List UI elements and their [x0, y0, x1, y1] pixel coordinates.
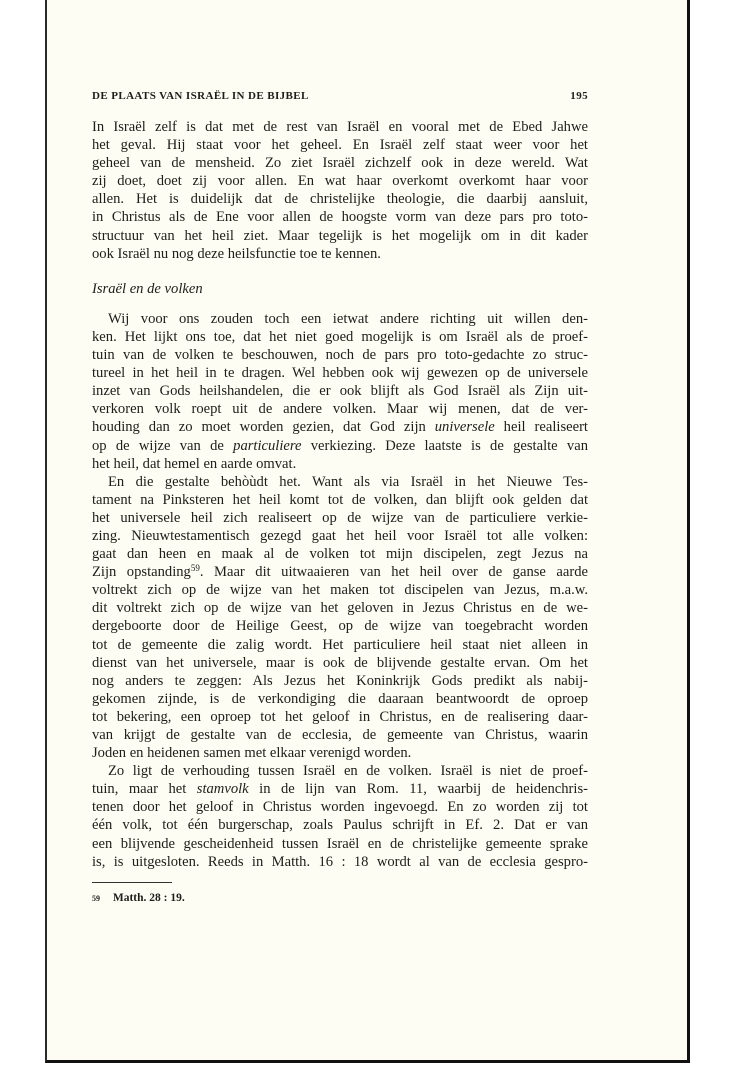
- text-line: [92, 708, 588, 726]
- running-head-title: DE PLAATS VAN ISRAËL IN DE BIJBEL: [92, 90, 309, 102]
- text-segment: gekomen zijnde, is de verkondiging die daaraan beantwoordt de oproep: [92, 690, 588, 707]
- text-segment: verkoren volk roept uit de andere volken. Maar wij menen, dat de ver-: [92, 401, 588, 418]
- footnote-text: Matth. 28 : 19.: [112, 891, 185, 904]
- text-line: [92, 118, 588, 136]
- text-line: [92, 563, 588, 581]
- text-segment: dit voltrekt zich op de wijze van het geloven in Jezus Christus en de we-: [92, 600, 588, 617]
- paragraph: [92, 762, 588, 871]
- text-line: [92, 599, 588, 617]
- text-line: [92, 455, 588, 473]
- text-segment: tot bekering, een oproep tot het geloof in Christus, en de realisering daar-: [92, 708, 588, 725]
- text-segment: het geval. Hij staat voor het geheel. En Israël zelf staat weer voor het: [92, 137, 588, 154]
- text-segment: één volk, tot één burgerschap, zoals Paulus schrijft in Ef. 2. Dat er van: [92, 817, 588, 834]
- text-line: [92, 816, 588, 834]
- text-line: [92, 190, 588, 208]
- text-line: [92, 491, 588, 509]
- text-segment: En die gestalte behòùdt het. Want als via Israël in het Nieuwe Tes-: [108, 473, 588, 490]
- text-segment: Zo ligt de verhouding tussen Israël en de volken. Israël is niet de proef-: [108, 763, 588, 780]
- text-segment: tureel in het heil in te dragen. Wel hebben ook wij gewezen op de universele: [92, 365, 588, 382]
- italic-term: universele: [434, 419, 495, 436]
- text-line: [92, 780, 588, 798]
- text-segment: houding dan zo moet worden gezien, dat God zijn: [92, 419, 435, 436]
- body-text: [92, 118, 588, 908]
- text-line: [92, 473, 588, 491]
- text-line: [92, 654, 588, 672]
- text-segment: een blijvende gescheidenheid tussen Israël en de christelijke gemeente sprake: [92, 835, 588, 852]
- text-line: [92, 245, 588, 263]
- text-line: [92, 853, 588, 871]
- text-line: [92, 310, 588, 328]
- text-segment: tuin, maar het: [92, 781, 197, 798]
- text-line: [92, 744, 588, 762]
- footnote-divider: [92, 882, 172, 883]
- text-segment: is, is uitgesloten. Reeds in Matth. 16 : 18 wordt al van de ecclesia gespro-: [92, 853, 588, 870]
- paragraph: [92, 118, 588, 263]
- text-line: [92, 617, 588, 635]
- text-segment: zij doet, doet zij voor allen. En wat haar overkomt overkomt haar voor: [92, 173, 588, 190]
- paragraph: [92, 473, 588, 763]
- text-segment: . Maar dit uitwaaieren van het heil over de ganse aarde: [199, 564, 588, 581]
- paragraph: [92, 310, 588, 473]
- text-segment: dergeboorte door de Heilige Geest, op de wijze van toegebracht worden: [92, 618, 588, 635]
- text-line: [92, 400, 588, 418]
- section-heading: Israël en de volken: [92, 280, 203, 297]
- text-segment: het universele heil zich realiseert op de wijze van de particuliere verkie-: [92, 509, 588, 526]
- text-segment: ook Israël nu nog deze heilsfunctie toe te kennen.: [92, 245, 381, 262]
- text-segment: structuur van het heil ziet. Maar tegelijk is het mogelijk om in dit kader: [92, 227, 588, 244]
- italic-term: stamvolk: [196, 781, 249, 798]
- text-segment: heil realiseert: [494, 419, 588, 436]
- text-segment: tenen door het geloof in Christus worden ingevoegd. En zo worden zij tot: [92, 799, 588, 816]
- text-line: [92, 328, 588, 346]
- text-segment: tament na Pinksteren het heil komt tot de volken, dan blijft ook gelden dat: [92, 491, 588, 508]
- text-line: [92, 509, 588, 527]
- footnote: [92, 889, 588, 908]
- text-line: [92, 154, 588, 172]
- text-line: [92, 581, 588, 599]
- text-segment: in Christus als de Ene voor allen de hoogste vorm van deze pars pro toto-: [92, 209, 588, 226]
- text-segment: voltrekt zich op de wijze van het maken tot discipelen van Jezus, m.a.w.: [92, 582, 588, 599]
- text-segment: inzet van Gods heilshandelen, die er ook blijft als God Israël als Zijn uit-: [92, 383, 588, 400]
- text-line: [92, 798, 588, 816]
- text-segment: gaat dan heen en maak al de volken tot mijn discipelen, zegt Jezus na: [92, 546, 588, 563]
- text-segment: dienst van het universele, maar is ook de blijvende gestalte ervan. Om het: [92, 654, 588, 671]
- italic-term: particuliere: [233, 437, 302, 454]
- text-line: [92, 835, 588, 853]
- text-line: [92, 726, 588, 744]
- text-line: [92, 227, 588, 245]
- footnote-number: 59: [92, 893, 100, 903]
- text-segment: het heil, dat hemel en aarde omvat.: [92, 455, 297, 472]
- text-line: [92, 136, 588, 154]
- text-line: [92, 545, 588, 563]
- text-line: [92, 672, 588, 690]
- running-head: [92, 90, 588, 102]
- text-segment: zing. Nieuwtestamentisch gezegd gaat het heil voor Israël tot alle volken:: [92, 527, 588, 544]
- text-segment: tot de gemeente die zalig wordt. Het particuliere heil staat niet alleen in: [92, 636, 588, 653]
- text-line: [92, 418, 588, 436]
- text-line: [92, 636, 588, 654]
- text-line: [92, 762, 588, 780]
- text-segment: ken. Het lijkt ons toe, dat het niet goed mogelijk is om Israël als de proef-: [92, 328, 588, 345]
- text-line: [92, 172, 588, 190]
- text-line: [92, 346, 588, 364]
- text-segment: nog anders te zeggen: Als Jezus het Koninkrijk Gods predikt als nabij-: [92, 672, 588, 689]
- text-line: [92, 690, 588, 708]
- text-segment: Joden en heidenen samen met elkaar verenigd worden.: [92, 745, 412, 762]
- text-segment: In Israël zelf is dat met de rest van Israël en vooral met de Ebed Jahwe: [92, 119, 588, 135]
- text-line: [92, 208, 588, 226]
- text-segment: in de lijn van Rom. 11, waarbij de heidenchris-: [248, 781, 589, 798]
- page-number: 195: [570, 90, 588, 102]
- text-segment: verkiezing. Deze laatste is de gestalte van: [301, 437, 588, 454]
- text-line: [92, 382, 588, 400]
- text-segment: Zijn opstanding: [92, 564, 191, 581]
- text-segment: op de wijze van de: [92, 437, 234, 454]
- text-line: [92, 364, 588, 382]
- text-line: [92, 437, 588, 455]
- text-segment: van krijgt de gestalte van de ecclesia, de gemeente van Christus, waarin: [92, 727, 588, 743]
- text-segment: geheel van de mensheid. Zo ziet Israël zichzelf ook in deze wereld. Wat: [92, 155, 588, 172]
- footnote-reference: 59: [190, 563, 200, 574]
- text-segment: Wij voor ons zouden toch een ietwat andere richting uit willen den-: [108, 310, 588, 327]
- text-line: [92, 527, 588, 545]
- text-segment: allen. Het is duidelijk dat de christelijke theologie, die daarbij aansluit,: [92, 191, 588, 208]
- text-segment: tuin van de volken te beschouwen, noch de pars pro toto-gedachte zo struc-: [92, 347, 588, 364]
